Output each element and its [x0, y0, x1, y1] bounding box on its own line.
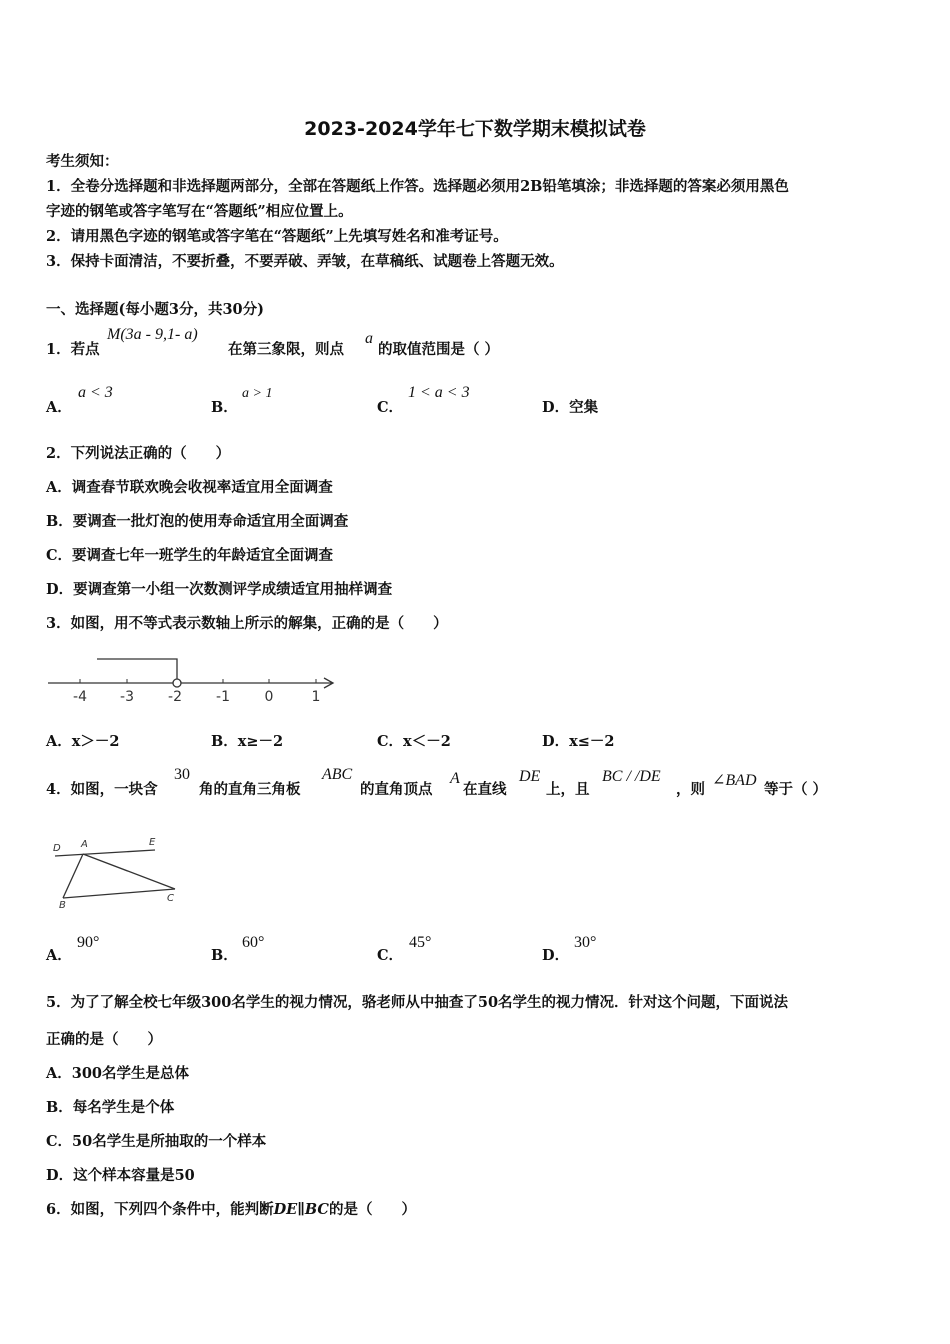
side-ac	[83, 854, 175, 889]
q4-option-c-value: 45°	[409, 934, 432, 951]
triangle-figure	[45, 830, 185, 910]
q5-option-a: A．300名学生是总体	[46, 1065, 190, 1082]
q1-mid: 在第三象限，则点	[228, 341, 344, 358]
line-de	[55, 850, 155, 856]
q1-var: a	[365, 330, 373, 347]
q3-option-a-label: A．	[46, 733, 72, 750]
q6-stem-text: 6．如图，下列四个条件中，能判断	[46, 1201, 274, 1218]
notice-item-1a: 1．全卷分选择题和非选择题两部分，全部在答题纸上作答。选择题必须用2B铅笔填涂；非选择题的答案必须用黑色	[46, 178, 789, 195]
q6-expr: DE∥BC	[273, 1201, 329, 1218]
q4-triangle: ABC	[322, 766, 353, 783]
q4-parallel: BC / /DE	[602, 768, 661, 785]
q2-option-b: B．要调查一批灯泡的使用寿命适宜用全面调查	[46, 513, 349, 530]
solution-bracket	[97, 659, 177, 683]
q3-option-a	[46, 732, 120, 752]
q5-stem-line-1: 5．为了了解全校七年级300名学生的视力情况，骆老师从中抽查了50名学生的视力情况．针对这个问题，下面说法	[46, 994, 789, 1011]
q3-option-b-value: x≥－2	[237, 733, 284, 750]
q1-option-c-value: 1 < a < 3	[408, 384, 470, 401]
q1-option-b-label: B．	[211, 399, 238, 416]
q3-option-b-label: B．	[211, 733, 238, 750]
q2-option-c: C．要调查七年一班学生的年龄适宜全面调查	[46, 547, 334, 564]
q3-stem: 3．如图，用不等式表示数轴上所示的解集，正确的是（ ）	[46, 615, 448, 632]
q3-option-a-value: x＞－2	[71, 733, 120, 750]
tick-label: 1	[311, 689, 321, 705]
q2-stem: 2．下列说法正确的（ ）	[46, 445, 231, 462]
q5-option-b: B．每名学生是个体	[46, 1099, 175, 1116]
side-ab	[63, 854, 83, 898]
q3-option-b	[211, 732, 283, 752]
q1-prefix: 1．若点	[46, 341, 100, 358]
q6-suffix: 的是（ ）	[328, 1201, 416, 1218]
q3-option-c-label: C．	[377, 733, 404, 750]
open-point	[173, 679, 181, 687]
page-title: 2023-2024学年七下数学期末模拟试卷	[304, 118, 646, 140]
q5-stem-line-2: 正确的是（ ）	[46, 1031, 162, 1048]
q1-expr: M(3a - 9,1- a)	[107, 326, 198, 343]
label-c: C	[167, 893, 174, 904]
q4-option-d-value: 30°	[574, 934, 597, 951]
q4-part-1: 4．如图，一块含	[46, 781, 158, 798]
notice-item-2: 2．请用黑色字迹的钢笔或答字笔在“答题纸”上先填写姓名和准考证号。	[46, 228, 508, 245]
q4-option-b-label: B．	[211, 947, 238, 964]
q4-option-a-label: A．	[46, 947, 72, 964]
q2-option-d: D．要调查第一小组一次数测评学成绩适宜用抽样调查	[46, 581, 393, 598]
q3-option-d	[542, 732, 614, 752]
q1-option-b-value: a > 1	[242, 386, 273, 401]
q1-option-c-label: C．	[377, 399, 404, 416]
q1-option-d-value: 空集	[569, 399, 599, 416]
q5-option-d: D．这个样本容量是50	[46, 1167, 195, 1184]
q4-angle: 30	[174, 766, 190, 783]
q1-suffix: 的取值范围是（ ）	[378, 341, 500, 358]
q4-option-b-value: 60°	[242, 934, 265, 951]
label-d: D	[53, 843, 61, 854]
q4-angle-bad: ∠BAD	[712, 772, 757, 789]
tick-label: 0	[264, 689, 274, 705]
notice-item-1b: 字迹的钢笔或答字笔写在“答题纸”相应位置上。	[46, 203, 353, 220]
q1-option-d-label: D．	[542, 399, 570, 416]
label-e: E	[149, 837, 156, 848]
q4-part-3: 的直角顶点	[360, 781, 433, 798]
q1-option-a-label: A．	[46, 399, 72, 416]
tick-label: -4	[73, 689, 87, 705]
label-b: B	[59, 900, 66, 910]
q3-option-c	[377, 732, 451, 752]
q4-line: DE	[519, 768, 541, 785]
section-header: 一、选择题(每小题3分，共30分)	[46, 301, 264, 318]
q6-stem	[46, 1200, 416, 1220]
q5-option-c: C．50名学生是所抽取的一个样本	[46, 1133, 267, 1150]
q4-part-4: 在直线	[463, 781, 507, 798]
q4-part-5: 上，且	[546, 781, 590, 798]
tick-label: -3	[120, 689, 134, 705]
q4-part-2: 角的直角三角板	[199, 781, 301, 798]
q1-option-d	[542, 398, 598, 418]
tick-label: -1	[216, 689, 230, 705]
q3-option-d-value: x≤－2	[569, 733, 615, 750]
side-bc	[63, 889, 175, 898]
notice-header: 考生须知：	[46, 153, 119, 170]
q3-option-d-label: D．	[542, 733, 570, 750]
q4-part-7: 等于（ ）	[764, 781, 828, 798]
q2-option-a: A．调查春节联欢晚会收视率适宜用全面调查	[46, 479, 333, 496]
q4-option-c-label: C．	[377, 947, 404, 964]
q4-option-a-value: 90°	[77, 934, 100, 951]
number-line-figure	[40, 650, 350, 710]
q3-option-c-value: x＜－2	[403, 733, 451, 750]
q1-option-a-value: a < 3	[78, 384, 113, 401]
notice-item-3: 3．保持卡面清洁，不要折叠，不要弄破、弄皱，在草稿纸、试题卷上答题无效。	[46, 253, 564, 270]
tick-label: -2	[168, 689, 182, 705]
label-a: A	[81, 839, 88, 850]
q4-option-d-label: D．	[542, 947, 570, 964]
q4-vertex: A	[450, 770, 460, 787]
q4-part-6: ，则	[676, 781, 705, 798]
